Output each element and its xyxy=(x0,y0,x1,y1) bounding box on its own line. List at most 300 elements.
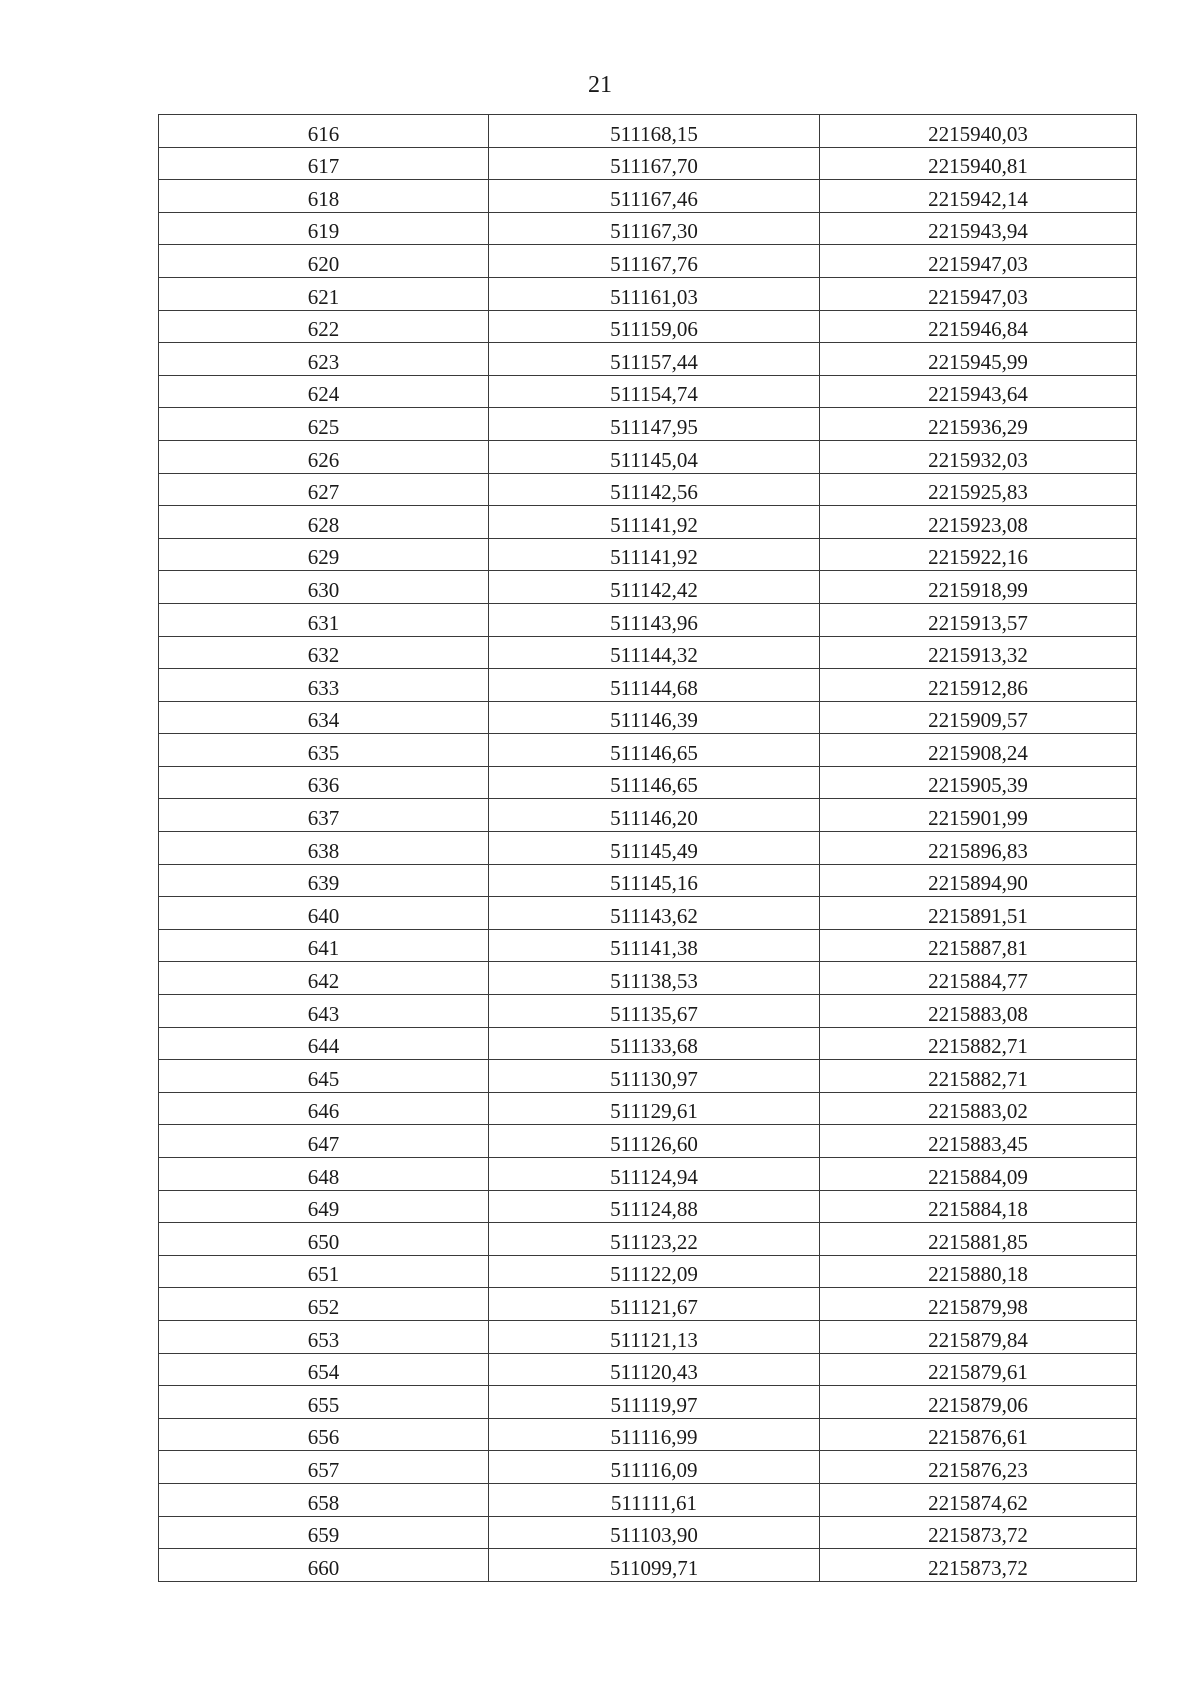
point-number-cell xyxy=(159,1451,489,1484)
point-number-cell xyxy=(159,669,489,702)
point-number-cell xyxy=(159,180,489,213)
x-coordinate-cell xyxy=(489,212,820,245)
point-number-cell xyxy=(159,603,489,636)
point-number-cell xyxy=(159,1125,489,1158)
x-coordinate-cell xyxy=(489,1190,820,1223)
table-row xyxy=(159,1190,1137,1223)
y-coordinate-cell xyxy=(820,1516,1137,1549)
point-number-cell xyxy=(159,962,489,995)
table-row xyxy=(159,1451,1137,1484)
cell-text: 511146,39 xyxy=(610,708,698,733)
cell-text: 651 xyxy=(307,1262,340,1287)
x-coordinate-cell xyxy=(489,1158,820,1191)
table-row xyxy=(159,1353,1137,1386)
cell-text: 2215909,57 xyxy=(928,708,1028,733)
cell-text: 625 xyxy=(307,414,340,439)
x-coordinate-cell xyxy=(489,1092,820,1125)
y-coordinate-cell xyxy=(820,1092,1137,1125)
cell-text: 511143,62 xyxy=(610,903,698,928)
table-row xyxy=(159,571,1137,604)
y-coordinate-cell xyxy=(820,1288,1137,1321)
table-row xyxy=(159,1255,1137,1288)
point-number-cell xyxy=(159,473,489,506)
point-number-cell xyxy=(159,1386,489,1419)
y-coordinate-cell xyxy=(820,1223,1137,1256)
cell-text: 511124,88 xyxy=(610,1197,698,1222)
y-coordinate-cell xyxy=(820,538,1137,571)
cell-text: 511147,95 xyxy=(610,414,698,439)
x-coordinate-cell xyxy=(489,1223,820,1256)
cell-text: 644 xyxy=(307,1034,340,1059)
cell-text: 633 xyxy=(307,675,340,700)
y-coordinate-cell xyxy=(820,277,1137,310)
cell-text: 648 xyxy=(307,1164,340,1189)
y-coordinate-cell xyxy=(820,147,1137,180)
table-row xyxy=(159,408,1137,441)
point-number-cell xyxy=(159,929,489,962)
cell-text: 2215884,77 xyxy=(928,969,1028,994)
x-coordinate-cell xyxy=(489,375,820,408)
x-coordinate-cell xyxy=(489,1255,820,1288)
y-coordinate-cell xyxy=(820,1549,1137,1582)
table-body xyxy=(159,115,1137,1582)
point-number-cell xyxy=(159,897,489,930)
cell-text: 511142,56 xyxy=(610,480,698,505)
y-coordinate-cell xyxy=(820,571,1137,604)
cell-text: 2215913,57 xyxy=(928,610,1028,635)
x-coordinate-cell xyxy=(489,669,820,702)
table-row xyxy=(159,245,1137,278)
y-coordinate-cell xyxy=(820,832,1137,865)
x-coordinate-cell xyxy=(489,995,820,1028)
y-coordinate-cell xyxy=(820,1125,1137,1158)
cell-text: 511119,97 xyxy=(610,1392,698,1417)
cell-text: 511167,46 xyxy=(610,186,698,211)
cell-text: 511135,67 xyxy=(610,1001,698,1026)
x-coordinate-cell xyxy=(489,245,820,278)
cell-text: 660 xyxy=(307,1555,340,1580)
cell-text: 511129,61 xyxy=(610,1099,698,1124)
point-number-cell xyxy=(159,1549,489,1582)
table-row xyxy=(159,212,1137,245)
x-coordinate-cell xyxy=(489,897,820,930)
cell-text: 2215923,08 xyxy=(928,512,1028,537)
x-coordinate-cell xyxy=(489,343,820,376)
x-coordinate-cell xyxy=(489,636,820,669)
cell-text: 619 xyxy=(307,219,340,244)
table-row xyxy=(159,636,1137,669)
cell-text: 511154,74 xyxy=(610,382,698,407)
y-coordinate-cell xyxy=(820,669,1137,702)
cell-text: 626 xyxy=(307,447,340,472)
cell-text: 616 xyxy=(307,121,340,146)
cell-text: 511144,68 xyxy=(610,675,698,700)
y-coordinate-cell xyxy=(820,1158,1137,1191)
point-number-cell xyxy=(159,343,489,376)
x-coordinate-cell xyxy=(489,1549,820,1582)
table-row xyxy=(159,440,1137,473)
x-coordinate-cell xyxy=(489,864,820,897)
point-number-cell xyxy=(159,115,489,148)
cell-text: 2215876,61 xyxy=(928,1425,1028,1450)
x-coordinate-cell xyxy=(489,701,820,734)
cell-text: 635 xyxy=(307,740,340,765)
cell-text: 511161,03 xyxy=(610,284,698,309)
cell-text: 2215876,23 xyxy=(928,1457,1028,1482)
y-coordinate-cell xyxy=(820,375,1137,408)
cell-text: 511099,71 xyxy=(609,1555,699,1580)
x-coordinate-cell xyxy=(489,766,820,799)
cell-text: 637 xyxy=(307,806,340,831)
page-number: 21 xyxy=(588,72,612,98)
table-row xyxy=(159,375,1137,408)
cell-text: 2215940,03 xyxy=(928,121,1028,146)
cell-text: 2215873,72 xyxy=(928,1555,1028,1580)
y-coordinate-cell xyxy=(820,1060,1137,1093)
point-number-cell xyxy=(159,440,489,473)
x-coordinate-cell xyxy=(489,734,820,767)
x-coordinate-cell xyxy=(489,1386,820,1419)
table-row xyxy=(159,701,1137,734)
cell-text: 2215884,09 xyxy=(928,1164,1028,1189)
cell-text: 511138,53 xyxy=(610,969,698,994)
cell-text: 650 xyxy=(307,1229,340,1254)
x-coordinate-cell xyxy=(489,962,820,995)
point-number-cell xyxy=(159,408,489,441)
cell-text: 656 xyxy=(307,1425,340,1450)
cell-text: 511120,43 xyxy=(610,1360,698,1385)
cell-text: 2215945,99 xyxy=(928,349,1028,374)
cell-text: 638 xyxy=(307,838,340,863)
cell-text: 653 xyxy=(307,1327,340,1352)
table-row xyxy=(159,1418,1137,1451)
x-coordinate-cell xyxy=(489,1125,820,1158)
y-coordinate-cell xyxy=(820,1027,1137,1060)
point-number-cell xyxy=(159,538,489,571)
x-coordinate-cell xyxy=(489,832,820,865)
y-coordinate-cell xyxy=(820,864,1137,897)
table-row xyxy=(159,1092,1137,1125)
cell-text: 2215943,64 xyxy=(928,382,1028,407)
point-number-cell xyxy=(159,995,489,1028)
y-coordinate-cell xyxy=(820,962,1137,995)
x-coordinate-cell xyxy=(489,277,820,310)
y-coordinate-cell xyxy=(820,212,1137,245)
cell-text: 511133,68 xyxy=(610,1034,698,1059)
point-number-cell xyxy=(159,212,489,245)
y-coordinate-cell xyxy=(820,603,1137,636)
cell-text: 511159,06 xyxy=(610,317,698,342)
table-row xyxy=(159,1549,1137,1582)
x-coordinate-cell xyxy=(489,571,820,604)
cell-text: 2215918,99 xyxy=(928,577,1028,602)
cell-text: 659 xyxy=(307,1523,340,1548)
point-number-cell xyxy=(159,1353,489,1386)
point-number-cell xyxy=(159,864,489,897)
y-coordinate-cell xyxy=(820,1353,1137,1386)
cell-text: 2215873,72 xyxy=(928,1523,1028,1548)
table-row xyxy=(159,538,1137,571)
cell-text: 511143,96 xyxy=(610,610,698,635)
x-coordinate-cell xyxy=(489,799,820,832)
cell-text: 631 xyxy=(307,610,340,635)
y-coordinate-cell xyxy=(820,115,1137,148)
table-row xyxy=(159,929,1137,962)
cell-text: 2215894,90 xyxy=(928,871,1028,896)
y-coordinate-cell xyxy=(820,310,1137,343)
cell-text: 2215879,61 xyxy=(928,1360,1028,1385)
cell-text: 511124,94 xyxy=(610,1164,698,1189)
y-coordinate-cell xyxy=(820,1255,1137,1288)
table-row xyxy=(159,1060,1137,1093)
y-coordinate-cell xyxy=(820,1190,1137,1223)
cell-text: 657 xyxy=(307,1457,340,1482)
y-coordinate-cell xyxy=(820,897,1137,930)
table-row xyxy=(159,506,1137,539)
cell-text: 511111,61 xyxy=(610,1490,698,1515)
cell-text: 2215881,85 xyxy=(928,1229,1028,1254)
point-number-cell xyxy=(159,734,489,767)
cell-text: 511103,90 xyxy=(610,1523,698,1548)
cell-text: 2215874,62 xyxy=(928,1490,1028,1515)
cell-text: 621 xyxy=(307,284,340,309)
x-coordinate-cell xyxy=(489,1027,820,1060)
x-coordinate-cell xyxy=(489,115,820,148)
cell-text: 2215883,08 xyxy=(928,1001,1028,1026)
x-coordinate-cell xyxy=(489,603,820,636)
point-number-cell xyxy=(159,1255,489,1288)
point-number-cell xyxy=(159,1288,489,1321)
table-row xyxy=(159,343,1137,376)
cell-text: 632 xyxy=(307,643,340,668)
x-coordinate-cell xyxy=(489,1320,820,1353)
table-row xyxy=(159,669,1137,702)
point-number-cell xyxy=(159,1027,489,1060)
table-row xyxy=(159,473,1137,506)
cell-text: 639 xyxy=(307,871,340,896)
cell-text: 2215879,84 xyxy=(928,1327,1028,1352)
cell-text: 511145,04 xyxy=(610,447,698,472)
cell-text: 511167,76 xyxy=(610,251,698,276)
cell-text: 511146,65 xyxy=(610,773,698,798)
cell-text: 645 xyxy=(307,1066,340,1091)
point-number-cell xyxy=(159,147,489,180)
cell-text: 511116,09 xyxy=(610,1457,698,1482)
point-number-cell xyxy=(159,571,489,604)
cell-text: 620 xyxy=(307,251,340,276)
cell-text: 2215942,14 xyxy=(928,186,1028,211)
y-coordinate-cell xyxy=(820,1483,1137,1516)
cell-text: 623 xyxy=(307,349,340,374)
cell-text: 2215947,03 xyxy=(928,284,1028,309)
x-coordinate-cell xyxy=(489,473,820,506)
table-row xyxy=(159,1158,1137,1191)
point-number-cell xyxy=(159,1060,489,1093)
x-coordinate-cell xyxy=(489,1451,820,1484)
table-row xyxy=(159,180,1137,213)
cell-text: 2215883,45 xyxy=(928,1132,1028,1156)
cell-text: 511141,92 xyxy=(610,545,698,570)
table-row xyxy=(159,995,1137,1028)
x-coordinate-cell xyxy=(489,440,820,473)
point-number-cell xyxy=(159,701,489,734)
cell-text: 511144,32 xyxy=(610,643,698,668)
cell-text: 618 xyxy=(307,186,340,211)
cell-text: 2215879,98 xyxy=(928,1294,1028,1319)
table-row xyxy=(159,115,1137,148)
y-coordinate-cell xyxy=(820,766,1137,799)
y-coordinate-cell xyxy=(820,995,1137,1028)
cell-text: 647 xyxy=(307,1132,340,1156)
cell-text: 640 xyxy=(307,903,340,928)
cell-text: 2215880,18 xyxy=(928,1262,1028,1287)
cell-text: 511145,49 xyxy=(610,838,698,863)
cell-text: 2215882,71 xyxy=(928,1066,1028,1091)
table-row xyxy=(159,734,1137,767)
cell-text: 2215912,86 xyxy=(928,675,1028,700)
cell-text: 2215946,84 xyxy=(928,317,1028,342)
x-coordinate-cell xyxy=(489,1060,820,1093)
table-row xyxy=(159,310,1137,343)
cell-text: 511145,16 xyxy=(610,871,698,896)
coordinates-table xyxy=(158,114,1137,1582)
point-number-cell xyxy=(159,766,489,799)
point-number-cell xyxy=(159,799,489,832)
x-coordinate-cell xyxy=(489,310,820,343)
cell-text: 2215925,83 xyxy=(928,480,1028,505)
point-number-cell xyxy=(159,506,489,539)
x-coordinate-cell xyxy=(489,1353,820,1386)
cell-text: 2215901,99 xyxy=(928,806,1028,831)
cell-text: 649 xyxy=(307,1197,340,1222)
cell-text: 2215908,24 xyxy=(928,740,1028,765)
x-coordinate-cell xyxy=(489,408,820,441)
y-coordinate-cell xyxy=(820,1451,1137,1484)
cell-text: 511141,92 xyxy=(610,512,698,537)
point-number-cell xyxy=(159,1516,489,1549)
table-row xyxy=(159,277,1137,310)
cell-text: 511126,60 xyxy=(610,1132,698,1156)
cell-text: 511121,13 xyxy=(610,1327,698,1352)
cell-text: 2215884,18 xyxy=(928,1197,1028,1222)
cell-text: 628 xyxy=(307,512,340,537)
cell-text: 511116,99 xyxy=(610,1425,698,1450)
y-coordinate-cell xyxy=(820,929,1137,962)
table-row xyxy=(159,1125,1137,1158)
cell-text: 511142,42 xyxy=(610,577,698,602)
cell-text: 624 xyxy=(307,382,340,407)
cell-text: 622 xyxy=(307,317,340,342)
table-row xyxy=(159,766,1137,799)
table-row xyxy=(159,603,1137,636)
cell-text: 2215940,81 xyxy=(928,154,1028,179)
y-coordinate-cell xyxy=(820,734,1137,767)
cell-text: 654 xyxy=(307,1360,340,1385)
cell-text: 655 xyxy=(307,1392,340,1417)
point-number-cell xyxy=(159,375,489,408)
cell-text: 2215932,03 xyxy=(928,447,1028,472)
cell-text: 629 xyxy=(307,545,340,570)
cell-text: 511130,97 xyxy=(610,1066,698,1091)
cell-text: 2215887,81 xyxy=(928,936,1028,961)
cell-text: 2215913,32 xyxy=(928,643,1028,668)
table-row xyxy=(159,1386,1137,1419)
y-coordinate-cell xyxy=(820,506,1137,539)
table-row xyxy=(159,864,1137,897)
point-number-cell xyxy=(159,277,489,310)
point-number-cell xyxy=(159,245,489,278)
cell-text: 2215879,06 xyxy=(928,1392,1028,1417)
cell-text: 511123,22 xyxy=(610,1229,698,1254)
cell-text: 2215947,03 xyxy=(928,251,1028,276)
table-row xyxy=(159,1223,1137,1256)
table-row xyxy=(159,1288,1137,1321)
point-number-cell xyxy=(159,1158,489,1191)
x-coordinate-cell xyxy=(489,147,820,180)
table-row xyxy=(159,147,1137,180)
table-row xyxy=(159,1516,1137,1549)
table-row xyxy=(159,1320,1137,1353)
y-coordinate-cell xyxy=(820,799,1137,832)
cell-text: 627 xyxy=(307,480,340,505)
x-coordinate-cell xyxy=(489,180,820,213)
cell-text: 511167,70 xyxy=(610,154,698,179)
point-number-cell xyxy=(159,1190,489,1223)
cell-text: 2215891,51 xyxy=(928,903,1028,928)
cell-text: 511121,67 xyxy=(610,1294,698,1319)
x-coordinate-cell xyxy=(489,929,820,962)
cell-text: 641 xyxy=(307,936,340,961)
cell-text: 642 xyxy=(307,969,340,994)
y-coordinate-cell xyxy=(820,440,1137,473)
x-coordinate-cell xyxy=(489,1418,820,1451)
y-coordinate-cell xyxy=(820,245,1137,278)
cell-text: 617 xyxy=(307,154,340,179)
y-coordinate-cell xyxy=(820,408,1137,441)
table-row xyxy=(159,897,1137,930)
cell-text: 634 xyxy=(307,708,340,733)
cell-text: 630 xyxy=(307,577,340,602)
point-number-cell xyxy=(159,1483,489,1516)
x-coordinate-cell xyxy=(489,1516,820,1549)
y-coordinate-cell xyxy=(820,473,1137,506)
cell-text: 658 xyxy=(307,1490,340,1515)
point-number-cell xyxy=(159,310,489,343)
cell-text: 2215905,39 xyxy=(928,773,1028,798)
y-coordinate-cell xyxy=(820,1320,1137,1353)
cell-text: 511141,38 xyxy=(610,936,698,961)
point-number-cell xyxy=(159,1418,489,1451)
table-row xyxy=(159,1027,1137,1060)
point-number-cell xyxy=(159,1223,489,1256)
table-row xyxy=(159,799,1137,832)
cell-text: 2215943,94 xyxy=(928,219,1028,244)
y-coordinate-cell xyxy=(820,1386,1137,1419)
x-coordinate-cell xyxy=(489,1288,820,1321)
cell-text: 2215883,02 xyxy=(928,1099,1028,1124)
table-row xyxy=(159,832,1137,865)
cell-text: 511122,09 xyxy=(610,1262,698,1287)
y-coordinate-cell xyxy=(820,636,1137,669)
point-number-cell xyxy=(159,1092,489,1125)
cell-text: 646 xyxy=(307,1099,340,1124)
y-coordinate-cell xyxy=(820,180,1137,213)
x-coordinate-cell xyxy=(489,506,820,539)
cell-text: 636 xyxy=(307,773,340,798)
y-coordinate-cell xyxy=(820,1418,1137,1451)
cell-text: 511157,44 xyxy=(610,349,698,374)
table-row xyxy=(159,962,1137,995)
